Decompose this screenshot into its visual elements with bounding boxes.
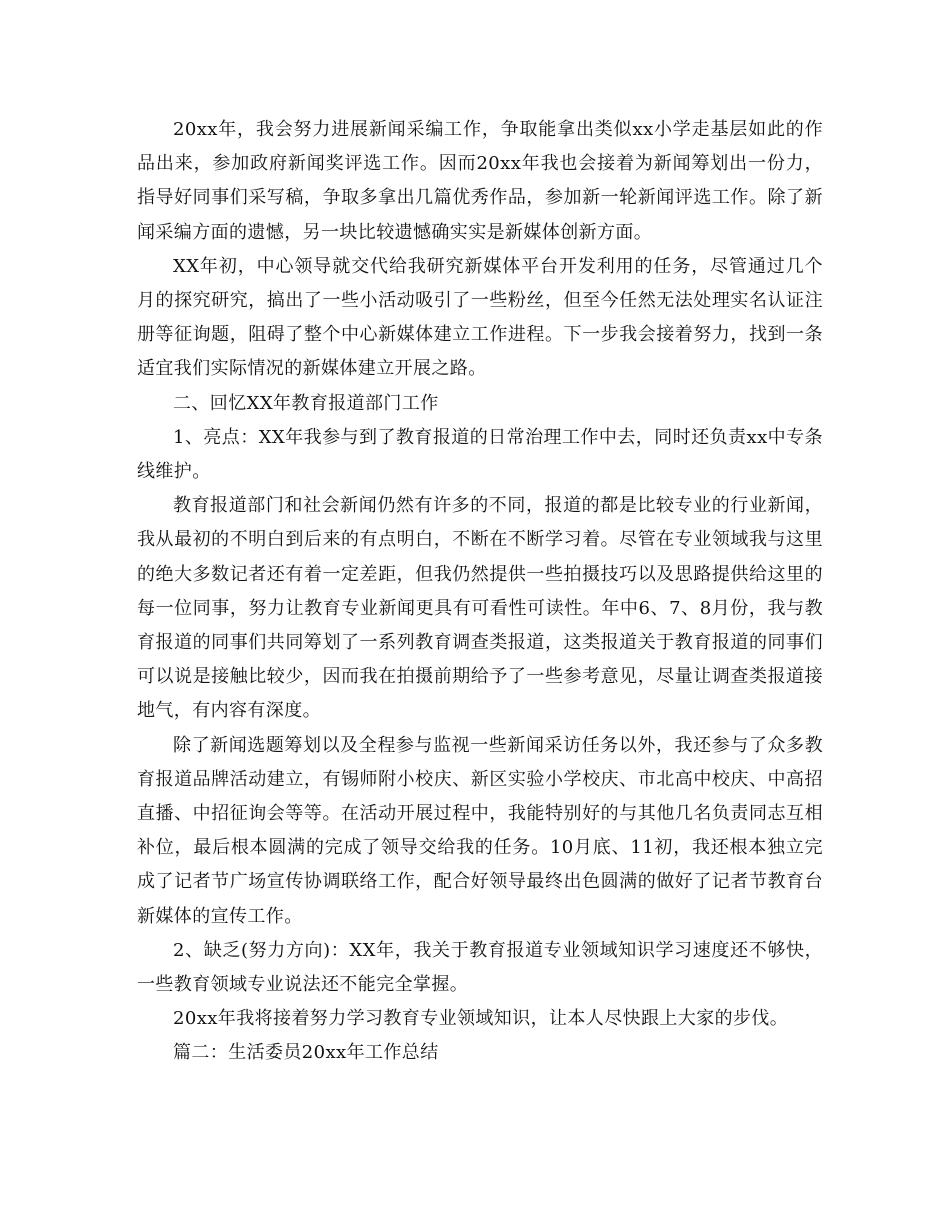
section-heading-education: 二、回忆XX年教育报道部门工作: [173, 392, 439, 414]
paragraph-education-dept: 教育报道部门和社会新闻仍然有许多的不同，报道的都是比较专业的行业新闻，我从最初的不明白到后来的有点明白，不断在不断学习着。尽管在专业领域我与这里的绝大多数记者还有着一定差距，但我仍然提供一些拍摄技巧以及思路提供给这里的每一位同事，努力让教育专业新闻更具有可看性可读性。年中6、7、8月份，我与教育报道的同事们共同筹划了一系列教育调查类报道，这类报道关于教育报道的同事们可以说是接触比较少，因而我在拍摄前期给予了一些参考意见，尽量让调查类报道接地气，有内容有深度。: [137, 495, 823, 722]
chapter-heading-part-two: 篇二：生活委员20xx年工作总结: [173, 1042, 439, 1064]
paragraph-shortcomings: 2、缺乏(努力方向)：XX年，我关于教育报道专业领域知识学习速度还不够快，一些教育领域专业说法还不能完全掌握。: [137, 939, 823, 996]
paragraph-news-plan: 20xx年，我会努力进展新闻采编工作，争取能拿出类似xx小学走基层如此的作品出来，参加政府新闻奖评选工作。因而20xx年我也会接着为新闻筹划出一份力，指导好同事们采写稿，争取多拿出几篇优秀作品，参加新一轮新闻评选工作。除了新闻采编方面的遗憾，另一块比较遗憾确实实是新媒体创新方面。: [137, 119, 823, 243]
paragraph-new-media: XX年初，中心领导就交代给我研究新媒体平台开发利用的任务，尽管通过几个月的探究研究，搞出了一些小活动吸引了一些粉丝，但至今任然无法处理实名认证注册等征询题，阻碍了整个中心新媒体建立工作进程。下一步我会接着努力，找到一条适宜我们实际情况的新媒体建立开展之路。: [137, 255, 823, 380]
paragraph-next-year: 20xx年我将接着努力学习教育专业领域知识，让本人尽快跟上大家的步伐。: [173, 1008, 789, 1030]
paragraph-brand-activities: 除了新闻选题筹划以及全程参与监视一些新闻采访任务以外，我还参与了众多教育报道品牌活动建立，有锡师附小校庆、新区实验小学校庆、市北高中校庆、中高招直播、中招征询会等等。在活动开展过程中，我能特别好的与其他几名负责同志互相补位，最后根本圆满的完成了领导交给我的任务。10月底、11初，我还根本独立完成了记者节广场宣传协调联络工作，配合好领导最终出色圆满的做好了记者节教育台新媒体的宣传工作。: [137, 734, 823, 927]
paragraph-highlights: 1、亮点：XX年我参与到了教育报道的日常治理工作中去，同时还负责xx中专条线维护。: [137, 426, 823, 483]
document-body: [137, 113, 823, 1071]
